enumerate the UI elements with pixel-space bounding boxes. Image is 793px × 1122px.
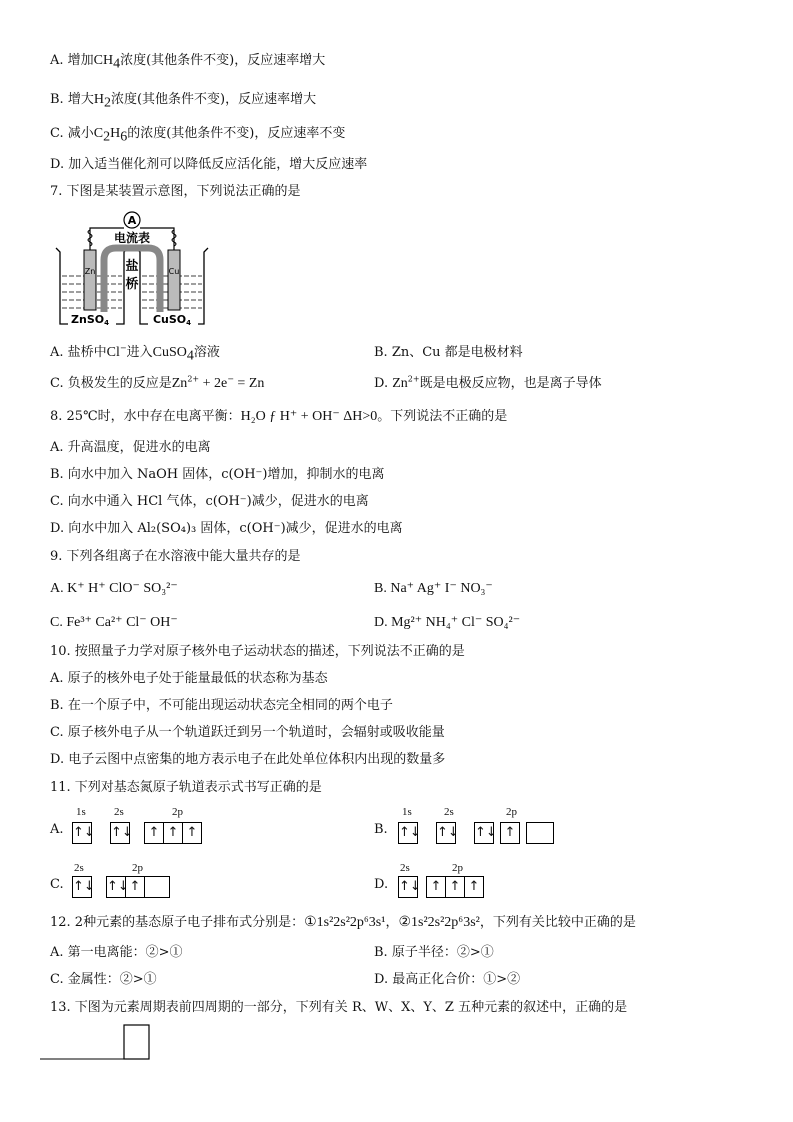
q12-option-d: D. 最高正化合价：①>② xyxy=(374,972,521,987)
q11-option-b-label: B. xyxy=(374,822,388,837)
salt-bridge-label-2: 桥 xyxy=(125,277,139,292)
q11-option-c-label: C. xyxy=(50,877,64,892)
salt-bridge-label-1: 盐 xyxy=(125,259,139,274)
q6-option-a: A. 增加$CH_4$浓度(其他条件不变)，反应速率增大 xyxy=(50,53,326,72)
q8-stem: 8. 25℃时，水中存在电离平衡：H₂O ƒ H⁺ + OH⁻ ΔH>0。下列说法不正确的是 xyxy=(50,409,508,424)
cuso4-label: CuSO4 xyxy=(152,313,192,327)
q6-option-b: B. 增大$H_2$浓度(其他条件不变)，反应速率增大 xyxy=(50,92,317,111)
q11-option-d-label: D. xyxy=(374,877,389,892)
q6-option-d: D. 加入适当催化剂可以降低反应活化能，增大反应速率 xyxy=(50,157,368,172)
q12-stem: 12. 2种元素的基态原子电子排布式分别是：①1s²2s²2p⁶3s¹，②1s²2s²2p⁶3s²，下列有关比较中正确的是 xyxy=(50,915,636,930)
zn-electrode-label: Zn xyxy=(84,267,96,276)
q7-option-d: D. $Zn^{2+}$既是电极反应物，也是离子导体 xyxy=(374,374,602,391)
q11-option-a-label: A. xyxy=(50,822,64,837)
cu-electrode-label: Cu xyxy=(168,267,180,276)
q10-stem: 10. 按照量子力学对原子核外电子运动状态的描述，下列说法不正确的是 xyxy=(50,644,465,659)
q8-option-a: A. 升高温度，促进水的电离 xyxy=(50,440,211,455)
q9-option-d: D. Mg²⁺ NH₄⁺ Cl⁻ SO₄²⁻ xyxy=(374,615,521,630)
q10-option-b: B. 在一个原子中，不可能出现运动状态完全相同的两个电子 xyxy=(50,698,393,713)
q7-option-a: A. 盐桥中Cl−进入CuSO$_4$溶液 xyxy=(50,343,220,364)
q10-option-d: D. 电子云图中点密集的地方表示电子在此处单位体积内出现的数量多 xyxy=(50,752,446,767)
znso4-label: ZnSO4 xyxy=(71,313,109,327)
q12-option-a: A. 第一电离能：②>① xyxy=(50,945,183,960)
q8-option-c: C. 向水中通入 HCl 气体，c(OH⁻)减少，促进水的电离 xyxy=(50,494,369,509)
q9-option-c: C. Fe³⁺ Ca²⁺ Cl⁻ OH⁻ xyxy=(50,615,178,630)
q7-stem: 7. 下图是某装置示意图，下列说法正确的是 xyxy=(50,184,301,199)
electrochemical-cell-diagram xyxy=(52,208,212,330)
ammeter-symbol: A xyxy=(127,214,137,227)
q6-option-c: C. 减小$C_2H_6$的浓度(其他条件不变)，反应速率不变 xyxy=(50,126,346,145)
q8-option-d: D. 向水中加入 Al₂(SO₄)₃ 固体，c(OH⁻)减少，促进水的电离 xyxy=(50,521,403,536)
q9-option-a: A. K⁺ H⁺ ClO⁻ SO₃²⁻ xyxy=(50,581,178,596)
periodic-table-fragment xyxy=(40,1024,154,1064)
q7-option-b: B. Zn、Cu 都是电极材料 xyxy=(374,345,523,360)
q12-option-b: B. 原子半径：②>① xyxy=(374,945,494,960)
q10-option-c: C. 原子核外电子从一个轨道跃迁到另一个轨道时，会辐射或吸收能量 xyxy=(50,725,445,740)
q11-stem: 11. 下列对基态氮原子轨道表示式书写正确的是 xyxy=(50,780,322,795)
q9-stem: 9. 下列各组离子在水溶液中能大量共存的是 xyxy=(50,549,301,564)
q13-stem: 13. 下图为元素周期表前四周期的一部分，下列有关 R、W、X、Y、Z 五种元素的叙述中，正确的是 xyxy=(50,1000,628,1015)
q7-option-c: C. 负极发生的反应是$Zn^{2+} + 2e^- = Zn$ xyxy=(50,374,265,391)
q10-option-a: A. 原子的核外电子处于能量最低的状态称为基态 xyxy=(50,671,328,686)
q9-option-b: B. Na⁺ Ag⁺ I⁻ NO₃⁻ xyxy=(374,581,493,596)
q12-option-c: C. 金属性：②>① xyxy=(50,972,157,987)
ammeter-label: 电流表 xyxy=(113,231,151,245)
q8-option-b: B. 向水中加入 NaOH 固体，c(OH⁻)增加，抑制水的电离 xyxy=(50,467,385,482)
